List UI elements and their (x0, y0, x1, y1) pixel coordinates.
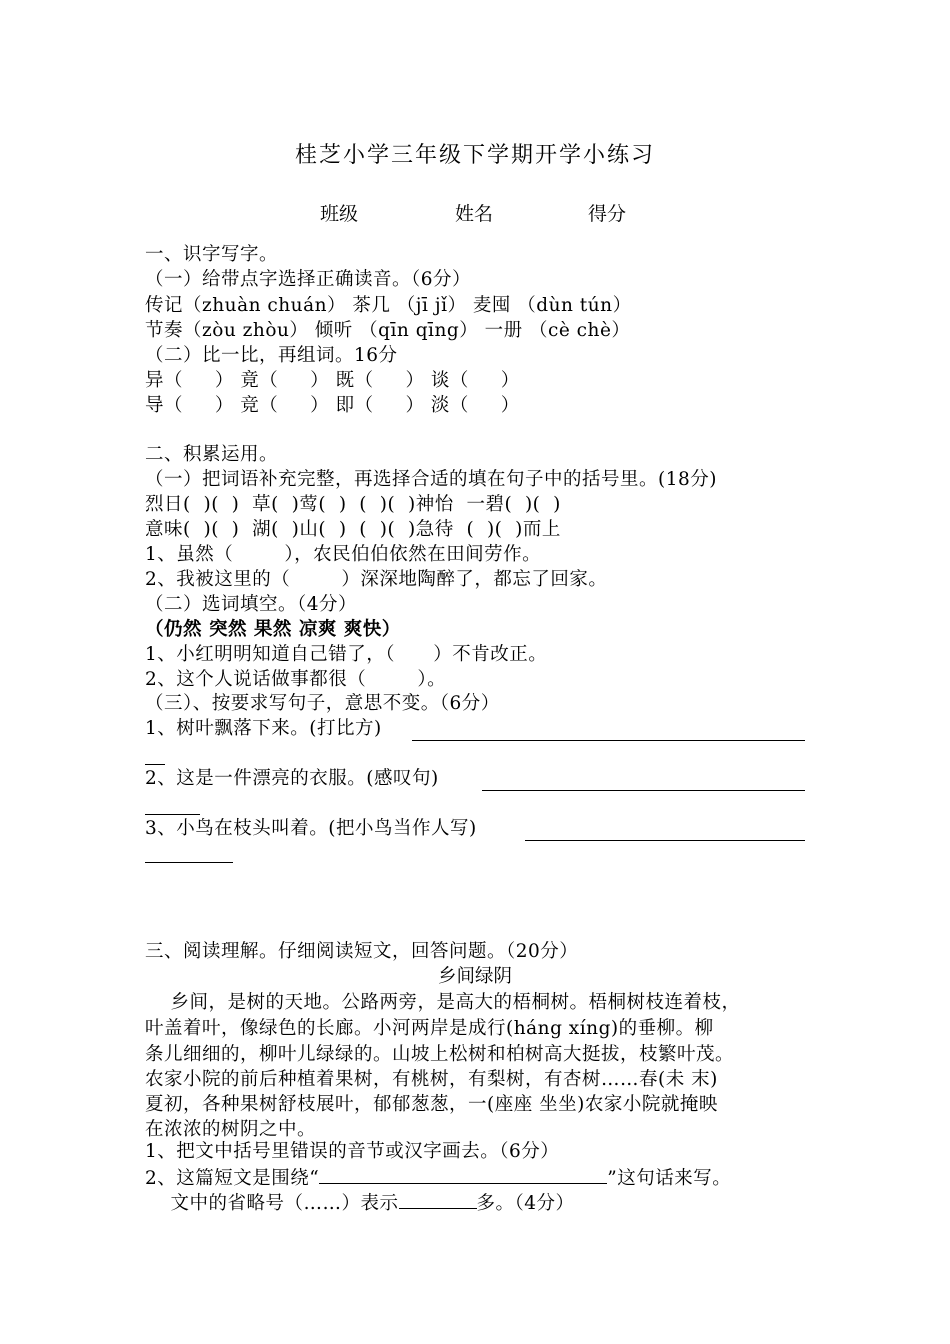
s2-q1-title: （一）把词语补充完整，再选择合适的填在句子中的括号里。(18分) (145, 469, 717, 490)
answer-line-2-cont[interactable] (145, 814, 200, 815)
s1-q2-line2: 导（ ） 竞（ ） 即（ ） 淡（ ） (145, 395, 520, 416)
s1-q2-line1: 异（ ） 竟（ ） 既（ ） 谈（ ） (145, 370, 520, 391)
s3-q3-blank[interactable] (399, 1190, 477, 1209)
section-3-heading: 三、阅读理解。仔细阅读短文，回答问题。（20分） (145, 941, 579, 962)
s3-question-1: 1、把文中括号里错误的音节或汉字画去。（6分） (145, 1141, 560, 1162)
page-title: 桂芝小学三年级下学期开学小练习 (294, 143, 655, 168)
s2-q1-line1: 烈日( )( ) 草( )莺( ) ( )( )神怡 一碧( )( ) (145, 494, 561, 515)
passage-line-3: 条儿细细的，柳叶儿绿绿的。山坡上松树和柏树高大挺拔，枝繁叶茂。 (145, 1044, 735, 1065)
s2-q3-sentence2: 2、这是一件漂亮的衣服。(感叹句) (145, 768, 439, 789)
s2-q1-line2: 意味( )( ) 湖( )山( ) ( )( )急待 ( )( )而上 (145, 519, 561, 540)
answer-line-3-cont[interactable] (145, 862, 233, 863)
s1-q1-line1: 传记（zhuàn chuán） 茶几 （jī jǐ） 麦囤 （dùn tún） (145, 295, 632, 316)
passage-line-2: 叶盖着叶，像绿色的长廊。小河两岸是成行(háng xíng)的垂柳。柳 (145, 1018, 714, 1039)
passage-line-6: 在浓浓的树阴之中。 (145, 1119, 317, 1140)
passage-title: 乡间绿阴 (437, 966, 512, 987)
s3-q2-blank[interactable] (319, 1165, 607, 1184)
s2-q3-sentence3: 3、小鸟在枝头叫着。(把小鸟当作人写) (145, 818, 477, 839)
s1-q1-line2: 节奏（zòu zhòu） 倾听 （qīn qīng） 一册 （cè chè） (145, 320, 631, 341)
class-label: 班级 (320, 203, 359, 225)
s3-q2-suffix: ”这句话来写。 (607, 1168, 732, 1189)
s3-q3-prefix: 文中的省略号（……）表示 (145, 1193, 399, 1214)
answer-line-1[interactable] (412, 740, 805, 741)
s3-q3-suffix: 多。（4分） (476, 1193, 575, 1214)
score-label: 得分 (588, 203, 627, 225)
passage-line-4: 农家小院的前后种植着果树，有桃树，有梨树，有杏树……春(未 末) (145, 1069, 718, 1090)
s1-q1-title: （一）给带点字选择正确读音。（6分） (145, 269, 472, 290)
s1-q2-title: （二）比一比，再组词。16分 (145, 345, 398, 366)
section-2-heading: 二、积累运用。 (145, 444, 279, 465)
s2-q3-title: （三）、按要求写句子，意思不变。（6分） (145, 693, 500, 714)
name-label: 姓名 (455, 203, 494, 225)
passage-line-5: 夏初，各种果树舒枝展叶，郁郁葱葱，一(座座 坐坐)农家小院就掩映 (145, 1094, 718, 1115)
s3-q2-prefix: 2、这篇短文是围绕“ (145, 1168, 320, 1189)
s2-q3-sentence1: 1、树叶飘落下来。(打比方) (145, 718, 382, 739)
s3-question-3 (145, 1190, 575, 1216)
s2-q2-word-bank: （仍然 突然 果然 凉爽 爽快） (145, 619, 401, 640)
s3-question-2 (145, 1165, 731, 1191)
s2-q2-sentence1: 1、小红明明知道自己错了，（ ）不肯改正。 (145, 644, 548, 665)
answer-line-1-cont[interactable] (145, 764, 165, 765)
answer-line-3[interactable] (525, 840, 805, 841)
s2-q2-title: （二）选词填空。（4分） (145, 594, 358, 615)
s2-q1-sentence1: 1、虽然（ ），农民伯伯依然在田间劳作。 (145, 544, 542, 565)
passage-line-1: 乡间，是树的天地。公路两旁，是高大的梧桐树。梧桐树枝连着枝， (145, 992, 741, 1013)
answer-line-2[interactable] (482, 790, 805, 791)
s2-q1-sentence2: 2、我被这里的（ ）深深地陶醉了，都忘了回家。 (145, 569, 608, 590)
section-1-heading: 一、识字写字。 (145, 244, 279, 265)
s2-q2-sentence2: 2、这个人说话做事都很（ ）。 (145, 669, 447, 690)
